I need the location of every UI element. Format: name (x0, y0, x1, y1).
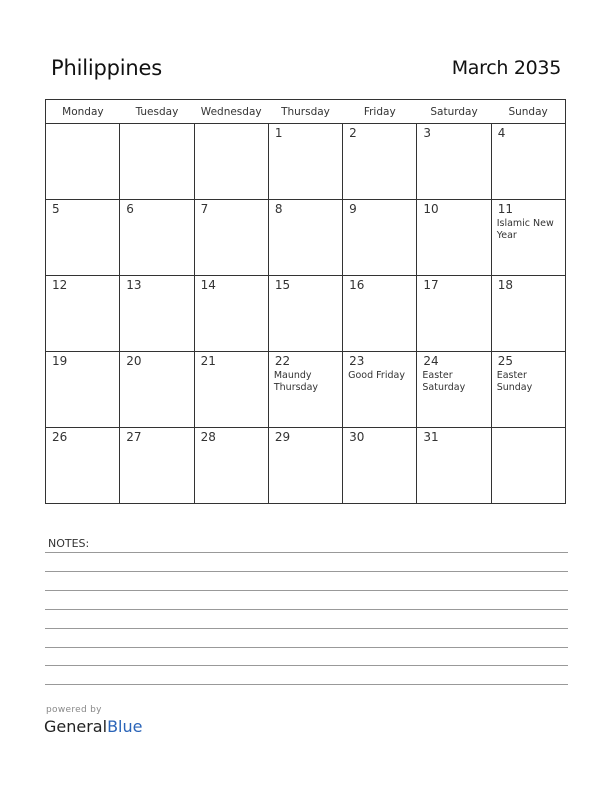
day-cell (343, 352, 417, 428)
day-number: 3 (423, 126, 432, 140)
day-cell (343, 276, 417, 352)
day-cell (417, 352, 491, 428)
day-number: 11 (497, 202, 513, 216)
day-cell (120, 124, 194, 200)
day-cell (417, 428, 491, 504)
day-cell (491, 124, 565, 200)
brand-blue: Blue (107, 717, 143, 736)
day-cell (46, 276, 120, 352)
calendar-body (46, 124, 566, 504)
day-number: 6 (126, 202, 134, 216)
day-number: 4 (497, 126, 506, 140)
day-cell (46, 200, 120, 276)
weekday-friday: Friday (343, 100, 417, 124)
day-number: 2 (349, 126, 357, 140)
day-number: 10 (423, 202, 439, 216)
day-number: 23 (349, 354, 365, 368)
day-cell (46, 428, 120, 504)
powered-by-text: powered by (46, 705, 102, 715)
month-title: March 2035 (451, 57, 561, 79)
day-number: 5 (52, 202, 60, 216)
day-cell (46, 124, 120, 200)
weekday-wednesday: Wednesday (194, 100, 268, 124)
day-number: 28 (200, 430, 216, 444)
day-number: 19 (52, 354, 68, 368)
day-cell (343, 124, 417, 200)
day-cell (268, 124, 342, 200)
day-number: 12 (52, 278, 68, 292)
week-row (46, 200, 566, 276)
day-cell (417, 200, 491, 276)
day-number: 18 (497, 278, 513, 292)
note-line (45, 571, 568, 572)
note-line (45, 590, 568, 591)
calendar-grid (45, 99, 566, 504)
holiday-label: Easter Sunday (496, 370, 533, 393)
day-cell (120, 200, 194, 276)
day-number: 21 (200, 354, 216, 368)
day-number: 27 (126, 430, 142, 444)
holiday-label: Good Friday (348, 370, 405, 381)
day-number: 25 (497, 354, 513, 368)
weekday-thursday: Thursday (268, 100, 342, 124)
day-number: 1 (274, 126, 283, 140)
day-cell (417, 276, 491, 352)
weekday-header-row (46, 100, 566, 124)
day-number: 15 (274, 278, 291, 292)
day-cell (268, 276, 342, 352)
day-number: 30 (349, 430, 365, 444)
week-row (46, 352, 566, 428)
day-cell (194, 352, 268, 428)
country-title: Philippines (51, 56, 162, 80)
day-cell (491, 200, 565, 276)
generalblue-logo (44, 717, 142, 736)
note-line (45, 609, 568, 610)
notes-label: NOTES: (48, 537, 90, 550)
week-row (46, 124, 566, 200)
note-line (45, 628, 568, 629)
week-row (46, 428, 566, 504)
day-number: 13 (126, 278, 142, 292)
day-number: 24 (423, 354, 439, 368)
day-cell (343, 200, 417, 276)
day-number: 22 (274, 354, 291, 368)
note-line (45, 552, 568, 553)
day-number: 29 (274, 430, 291, 444)
day-number: 20 (126, 354, 142, 368)
note-line (45, 665, 568, 666)
weekday-saturday: Saturday (417, 100, 491, 124)
day-cell (417, 124, 491, 200)
day-number: 16 (349, 278, 365, 292)
day-cell (120, 276, 194, 352)
holiday-label: Maundy Thursday (273, 370, 319, 393)
day-number: 17 (423, 278, 439, 292)
day-cell (120, 428, 194, 504)
week-row (46, 276, 566, 352)
day-cell (491, 428, 565, 504)
day-number: 14 (200, 278, 216, 292)
weekday-tuesday: Tuesday (120, 100, 194, 124)
day-cell (268, 352, 342, 428)
day-cell (268, 428, 342, 504)
day-number: 8 (274, 202, 283, 216)
day-cell (268, 200, 342, 276)
day-cell (491, 352, 565, 428)
holiday-label: Easter Saturday (422, 370, 466, 393)
weekday-monday: Monday (46, 100, 120, 124)
day-cell (343, 428, 417, 504)
day-cell (120, 352, 194, 428)
day-cell (194, 124, 268, 200)
day-number: 9 (349, 202, 357, 216)
note-line (45, 684, 568, 685)
brand-general: General (44, 717, 108, 736)
holiday-label: Islamic New Year (496, 218, 554, 241)
day-cell (491, 276, 565, 352)
day-number: 26 (52, 430, 68, 444)
day-cell (194, 428, 268, 504)
day-number: 31 (423, 430, 439, 444)
day-number: 7 (200, 202, 209, 216)
day-cell (46, 352, 120, 428)
day-cell (194, 276, 268, 352)
day-cell (194, 200, 268, 276)
weekday-sunday: Sunday (491, 100, 565, 124)
note-line (45, 647, 568, 648)
